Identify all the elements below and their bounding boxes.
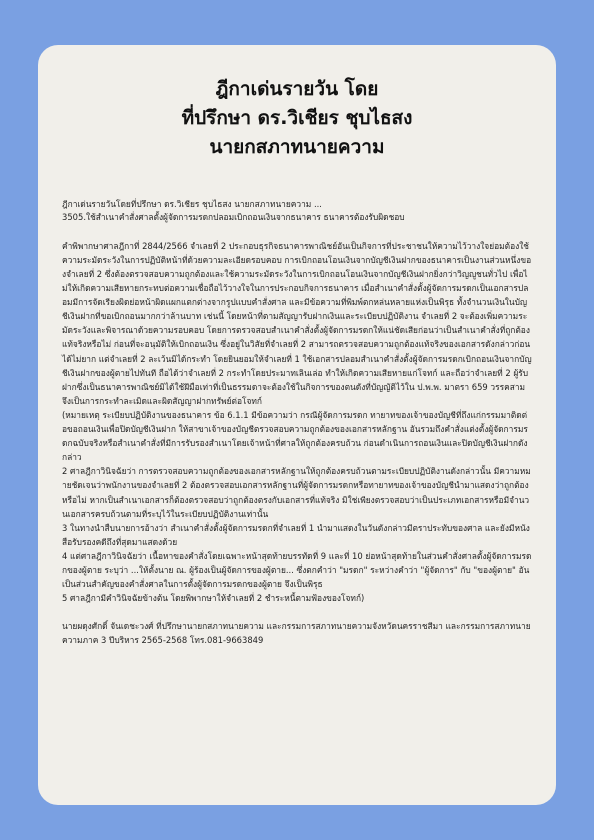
document-title	[62, 75, 532, 162]
paragraph-point-2: 2 ศาลฎีกาวินิจฉัยว่า การตรวจสอบความถูกต้องของเอกสารหลักฐานให้ถูกต้องครบถ้วนตามระเบียบปฏิบัติงานดังกล่าวนั้น มีความหมายชัดเจนว่าพนักงานของจำเลยที่ 2 ต้องตรวจสอบเอกสารหลักฐานที่ผู้จัดการมรดกหรือทายาทของเจ้าของบัญชีนำมาแสดงว่าถูกต้องหรือไม่ หากเป็นสำเนาเอกสารก็ต้องตรวจสอบว่าถูกต้องตรงกับเอกสารที่แท้จริง มิใช่เพียงตรวจสอบว่าเป็นประเภทเอกสารหรือมีจำนวนเอกสารครบถ้วนตามที่ระบุไว้ในระเบียบปฏิบัติงานเท่านั้น	[62, 466, 531, 519]
document-card	[38, 45, 556, 805]
document-meta	[62, 198, 532, 225]
paragraph-point-4: 4 แต่ศาลฎีกาวินิจฉัยว่า เนื้อหาของคำสั่งโดยเฉพาะหน้าสุดท้ายบรรทัดที่ 9 และที่ 10 ย่อหน้าสุดท้ายในส่วนคำสั่งศาลตั้งผู้จัดการมรดกของผู้ตาย ระบุว่า ...ให้ตั้งนาย ณ. ผู้ร้องเป็นผู้จัดการของผู้ตาย... ซึ่งตกคำว่า "มรดก" ระหว่างคำว่า "ผู้จัดการ" กับ "ของผู้ตาย" อันเป็นส่วนสำคัญของคำสั่งศาลในการตั้งผู้จัดการมรดกของผู้ตาย จึงเป็นพิรุธ	[62, 550, 532, 590]
title-line-1: ฎีกาเด่นรายวัน โดย	[215, 78, 379, 100]
author-signature: นายผดุงศักดิ์ จันเดชะวงศ์ ที่ปรึกษานายกสภาทนายความ และกรรมการสภาทนายความจังหวัดนครราชสีมา และกรรมการสภาทนายความภาค 3 ปีบริหาร 2565-2568 โทร.081-9663849	[62, 621, 531, 646]
document-body	[62, 239, 532, 648]
paragraph-point-5: 5 ศาลฎีกามีคำวินิจฉัยข้างต้น โดยพิพากษาให้จำเลยที่ 2 ชำระหนี้ตามฟ้องของโจทก์)	[62, 593, 365, 604]
meta-line-1: ฎีกาเด่นรายวันโดยที่ปรึกษา ดร.วิเชียร ชุบไธสง นายกสภาทนายความ ...	[62, 199, 322, 209]
spacer	[62, 605, 532, 619]
paragraph-point-3: 3 ในทางนำสืบนายการอ้างว่า สำเนาคำสั่งตั้งผู้จัดการมรดกที่จำเลยที่ 1 นำมาแสดงในวันดังกล่าวมีตราประทับของศาล และยังมีหนังสือรับรองคดีถึงที่สุดมาแสดงด้วย	[62, 522, 530, 547]
paragraph-note: (หมายเหตุ ระเบียบปฏิบัติงานของธนาคาร ข้อ 6.1.1 มีข้อความว่า กรณีผู้จัดการมรดก ทายาทของเจ้าของบัญชีที่ถึงแก่กรรมมาติดต่อขอถอนเงินเพื่อปิดบัญชีเงินฝาก ให้สาขาเจ้าของบัญชีตรวจสอบความถูกต้องของเอกสารหลักฐาน อันรวมถึงคำสั่งแต่งตั้งผู้จัดการมรดกฉบับจริงหรือสำเนาคำสั่งที่มีการรับรองสำเนาโดยเจ้าหน้าที่ศาลให้ถูกต้องครบถ้วน ก่อนดำเนินการถอนเงินและปิดบัญชีเงินฝากดังกล่าว	[62, 409, 528, 463]
meta-line-2: 3505.ใช้สำเนาคำสั่งศาลตั้งผู้จัดการมรดกปลอมเบิกถอนเงินจากธนาคาร ธนาคารต้องรับผิดชอบ	[62, 212, 405, 223]
title-line-3: นายกสภาทนายความ	[209, 136, 385, 158]
title-line-2: ที่ปรึกษา ดร.วิเชียร ชุบไธสง	[181, 107, 413, 129]
paragraph-judgment: คำพิพากษาศาลฎีกาที่ 2844/2566 จำเลยที่ 2 ประกอบธุรกิจธนาคารพาณิชย์อันเป็นกิจการที่ประชาชนให้ความไว้วางใจย่อมต้องใช้ความระมัดระวังในการปฏิบัติหน้าที่ด้วยความละเอียดรอบคอบ การเบิกถอนโอนเงินจากบัญชีเงินฝากของธนาคารเป็นงานส่วนหนึ่งของจำเลยที่ 2 ซึ่งต้องตรวจสอบความถูกต้องและใช้ความระมัดระวังในการเบิกถอนโอนเงินจากบัญชีเงินฝากยิ่งกว่าวิญญูชนทั่วไป เพื่อไม่ให้เกิดความเสียหายกระทบต่อความเชื่อถือไว้วางใจในการประกอบกิจการธนาคาร เมื่อสำเนาคำสั่งตั้งผู้จัดการมรดกเป็นเอกสารปลอมมีการจัดเรียงผิดย่อหน้าผิดแผกแตกต่างจากรูปแบบคำสั่งศาล และมีข้อความที่พิมพ์ตกหล่นหลายแห่งเป็นพิรุธ ทั้งจำนวนเงินในบัญชีเงินฝากที่ขอเบิกถอนมากกว่าล้านบาท เช่นนี้ โดยหน้าที่ตามสัญญารับฝากเงินและระเบียบปฏิบัติงาน จำเลยที่ 2 จะต้องเพิ่มความระมัดระวังและพิจารณาด้วยความรอบคอบ โดยการตรวจสอบสำเนาคำสั่งตั้งผู้จัดการมรดกให้แน่ชัดเสียก่อนว่าเป็นสำเนาคำสั่งที่ถูกต้องแท้จริงหรือไม่ ก่อนที่จะอนุมัติให้เบิกถอนเงิน ซึ่งอยู่ในวิสัยที่จำเลยที่ 2 สามารถตรวจสอบความถูกต้องแท้จริงของเอกสารดังกล่าวก่อนได้ไม่ยาก แต่จำเลยที่ 2 ละเว้นมิได้กระทำ โดยยินยอมให้จำเลยที่ 1 ใช้เอกสารปลอมสำเนาคำสั่งตั้งผู้จัดการมรดกเบิกถอนเงินจากบัญชีเงินฝากของผู้ตายไปทันที ถือได้ว่าจำเลยที่ 2 กระทำโดยประมาทเลินเล่อ ทำให้เกิดความเสียหายแก่โจทก์ และถือว่าจำเลยที่ 2 ผู้รับฝากซึ่งเป็นธนาคารพาณิชย์มิได้ใช้ฝีมือเท่าที่เป็นธรรมดาจะต้องใช้ในกิจการของตนดังที่บัญญัติไว้ใน ป.พ.พ. มาตรา 659 วรรคสาม จึงเป็นการกระทำละเมิดและผิดสัญญาฝากทรัพย์ต่อโจทก์	[62, 240, 532, 406]
